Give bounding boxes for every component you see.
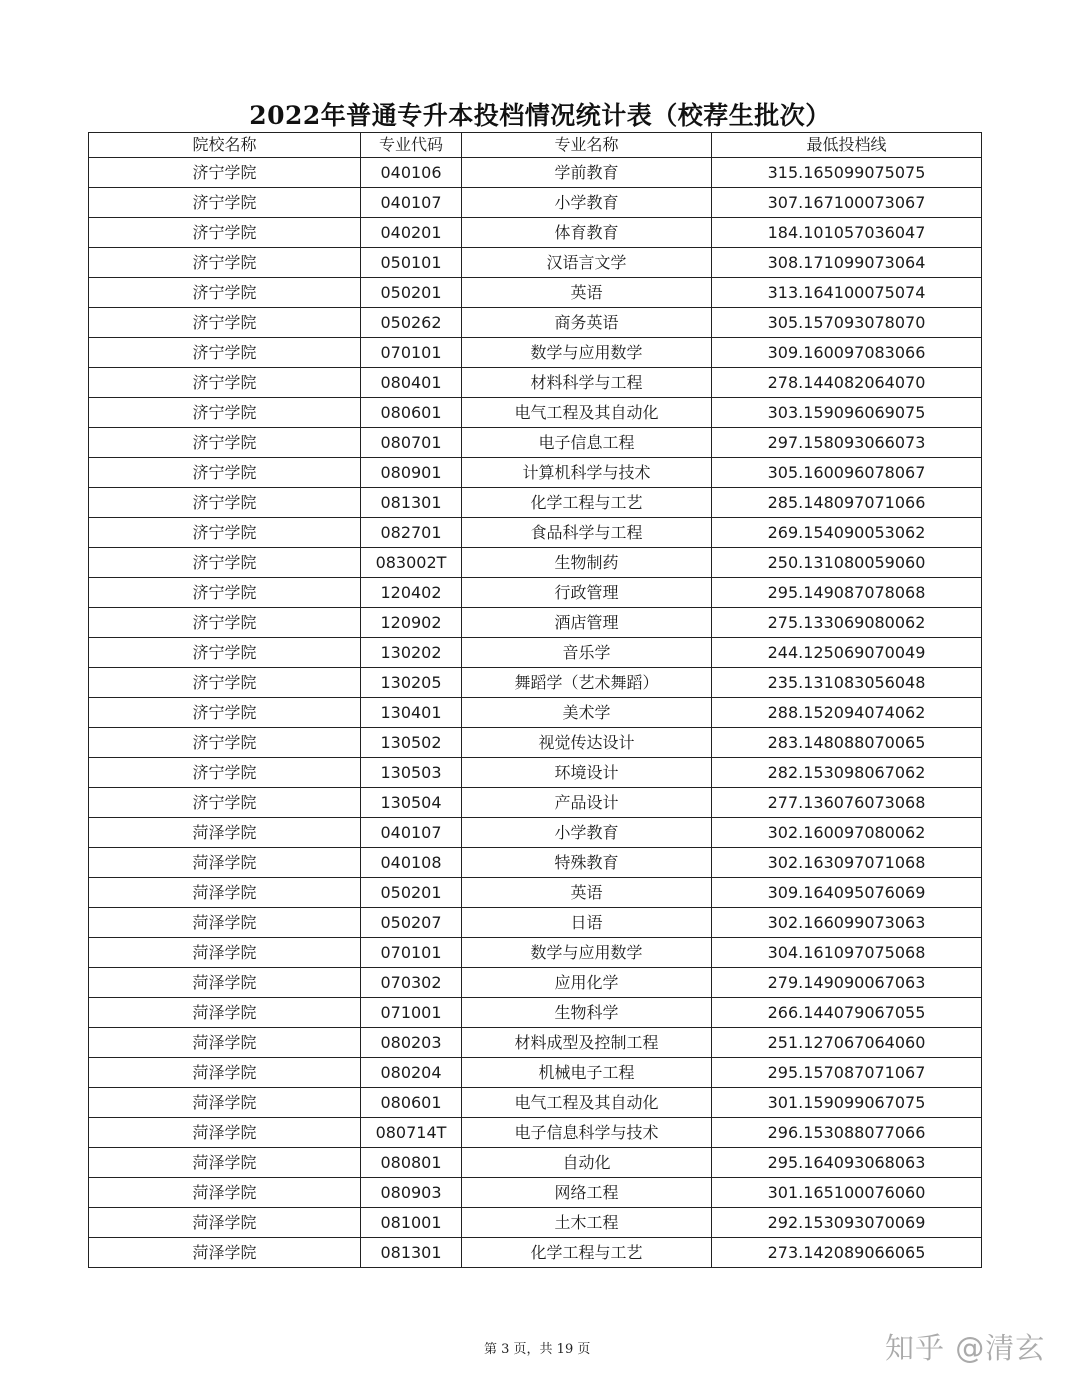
cell-school: 菏泽学院 [89, 1178, 361, 1208]
cell-major-code: 070302 [361, 968, 462, 998]
cell-major-code: 070101 [361, 338, 462, 368]
cell-major-name: 日语 [462, 908, 712, 938]
cell-school: 济宁学院 [89, 488, 361, 518]
table-row [89, 968, 982, 998]
cell-major-code: 040108 [361, 848, 462, 878]
header-school: 院校名称 [89, 133, 361, 158]
cell-major-code: 080903 [361, 1178, 462, 1208]
cell-min-score: 295.157087071067 [712, 1058, 982, 1088]
cell-major-name: 汉语言文学 [462, 248, 712, 278]
cell-major-code: 080714T [361, 1118, 462, 1148]
cell-major-code: 050101 [361, 248, 462, 278]
cell-min-score: 292.153093070069 [712, 1208, 982, 1238]
table-row [89, 278, 982, 308]
cell-min-score: 302.166099073063 [712, 908, 982, 938]
cell-major-code: 040107 [361, 188, 462, 218]
cell-major-name: 机械电子工程 [462, 1058, 712, 1088]
cell-major-name: 土木工程 [462, 1208, 712, 1238]
cell-major-code: 082701 [361, 518, 462, 548]
cell-min-score: 250.131080059060 [712, 548, 982, 578]
cell-school: 菏泽学院 [89, 1088, 361, 1118]
table-row [89, 1088, 982, 1118]
header-min-score: 最低投档线 [712, 133, 982, 158]
cell-school: 菏泽学院 [89, 848, 361, 878]
cell-min-score: 269.154090053062 [712, 518, 982, 548]
table-row [89, 878, 982, 908]
cell-min-score: 266.144079067055 [712, 998, 982, 1028]
table-row [89, 458, 982, 488]
cell-major-code: 130504 [361, 788, 462, 818]
cell-school: 济宁学院 [89, 338, 361, 368]
table-header-row [89, 133, 982, 158]
table-row [89, 1058, 982, 1088]
cell-min-score: 288.152094074062 [712, 698, 982, 728]
cell-major-name: 材料科学与工程 [462, 368, 712, 398]
cell-school: 济宁学院 [89, 428, 361, 458]
cell-major-code: 130202 [361, 638, 462, 668]
table-row [89, 1178, 982, 1208]
table-row [89, 1118, 982, 1148]
table-row [89, 308, 982, 338]
cell-major-name: 学前教育 [462, 158, 712, 188]
table-row [89, 638, 982, 668]
table-row [89, 908, 982, 938]
cell-major-name: 小学教育 [462, 188, 712, 218]
table-row [89, 998, 982, 1028]
cell-min-score: 251.127067064060 [712, 1028, 982, 1058]
cell-major-name: 特殊教育 [462, 848, 712, 878]
cell-major-name: 数学与应用数学 [462, 938, 712, 968]
cell-school: 菏泽学院 [89, 1238, 361, 1268]
cell-major-code: 050201 [361, 278, 462, 308]
table-row [89, 188, 982, 218]
cell-major-name: 食品科学与工程 [462, 518, 712, 548]
table-row [89, 608, 982, 638]
cell-school: 济宁学院 [89, 308, 361, 338]
cell-major-name: 电气工程及其自动化 [462, 1088, 712, 1118]
table-row [89, 338, 982, 368]
cell-major-name: 视觉传达设计 [462, 728, 712, 758]
cell-major-name: 生物制药 [462, 548, 712, 578]
cell-major-code: 050262 [361, 308, 462, 338]
cell-min-score: 295.164093068063 [712, 1148, 982, 1178]
cell-min-score: 296.153088077066 [712, 1118, 982, 1148]
cell-school: 菏泽学院 [89, 1148, 361, 1178]
table-row [89, 428, 982, 458]
cell-min-score: 297.158093066073 [712, 428, 982, 458]
cell-school: 济宁学院 [89, 788, 361, 818]
cell-major-name: 化学工程与工艺 [462, 488, 712, 518]
cell-major-name: 生物科学 [462, 998, 712, 1028]
cell-min-score: 308.171099073064 [712, 248, 982, 278]
cell-major-name: 体育教育 [462, 218, 712, 248]
cell-min-score: 235.131083056048 [712, 668, 982, 698]
cell-min-score: 302.160097080062 [712, 818, 982, 848]
cell-min-score: 244.125069070049 [712, 638, 982, 668]
table-row [89, 818, 982, 848]
table-row [89, 578, 982, 608]
cell-major-name: 电气工程及其自动化 [462, 398, 712, 428]
cell-min-score: 315.165099075075 [712, 158, 982, 188]
cell-major-name: 商务英语 [462, 308, 712, 338]
cell-min-score: 302.163097071068 [712, 848, 982, 878]
table-row [89, 548, 982, 578]
cell-school: 济宁学院 [89, 698, 361, 728]
cell-min-score: 282.153098067062 [712, 758, 982, 788]
cell-min-score: 278.144082064070 [712, 368, 982, 398]
cell-school: 菏泽学院 [89, 1058, 361, 1088]
cell-school: 济宁学院 [89, 638, 361, 668]
cell-major-code: 080203 [361, 1028, 462, 1058]
cell-school: 菏泽学院 [89, 938, 361, 968]
table-row [89, 368, 982, 398]
cell-major-code: 080601 [361, 1088, 462, 1118]
cell-min-score: 309.164095076069 [712, 878, 982, 908]
cell-school: 菏泽学院 [89, 1028, 361, 1058]
table-row [89, 218, 982, 248]
cell-major-code: 050207 [361, 908, 462, 938]
table-row [89, 758, 982, 788]
table-row [89, 1238, 982, 1268]
cell-major-name: 英语 [462, 878, 712, 908]
document-title: 2022年普通专升本投档情况统计表（校荐生批次） [249, 101, 831, 130]
cell-major-code: 130401 [361, 698, 462, 728]
table-row [89, 788, 982, 818]
cell-major-name: 应用化学 [462, 968, 712, 998]
cell-major-name: 产品设计 [462, 788, 712, 818]
cell-school: 济宁学院 [89, 548, 361, 578]
cell-major-code: 080801 [361, 1148, 462, 1178]
cell-school: 济宁学院 [89, 398, 361, 428]
cell-min-score: 277.136076073068 [712, 788, 982, 818]
cell-major-code: 071001 [361, 998, 462, 1028]
cell-min-score: 295.149087078068 [712, 578, 982, 608]
cell-major-code: 080204 [361, 1058, 462, 1088]
cell-major-name: 材料成型及控制工程 [462, 1028, 712, 1058]
cell-school: 济宁学院 [89, 458, 361, 488]
cell-school: 济宁学院 [89, 668, 361, 698]
cell-school: 济宁学院 [89, 158, 361, 188]
cell-major-code: 130503 [361, 758, 462, 788]
cell-min-score: 303.159096069075 [712, 398, 982, 428]
cell-min-score: 279.149090067063 [712, 968, 982, 998]
cell-school: 菏泽学院 [89, 998, 361, 1028]
cell-min-score: 307.167100073067 [712, 188, 982, 218]
cell-min-score: 285.148097071066 [712, 488, 982, 518]
table-row [89, 728, 982, 758]
table-row [89, 1148, 982, 1178]
cell-min-score: 184.101057036047 [712, 218, 982, 248]
cell-major-code: 050201 [361, 878, 462, 908]
table-row [89, 518, 982, 548]
cell-major-name: 化学工程与工艺 [462, 1238, 712, 1268]
cell-major-name: 电子信息科学与技术 [462, 1118, 712, 1148]
cell-school: 济宁学院 [89, 218, 361, 248]
cell-major-code: 040107 [361, 818, 462, 848]
cell-major-code: 080601 [361, 398, 462, 428]
cell-major-name: 酒店管理 [462, 608, 712, 638]
cell-major-name: 自动化 [462, 1148, 712, 1178]
cell-major-code: 081001 [361, 1208, 462, 1238]
cell-major-name: 环境设计 [462, 758, 712, 788]
table-row [89, 668, 982, 698]
cell-major-name: 电子信息工程 [462, 428, 712, 458]
cell-major-name: 美术学 [462, 698, 712, 728]
header-major-code: 专业代码 [361, 133, 462, 158]
admission-table [88, 132, 982, 1268]
table-row [89, 1028, 982, 1058]
cell-major-code: 081301 [361, 488, 462, 518]
cell-major-code: 120402 [361, 578, 462, 608]
cell-school: 济宁学院 [89, 758, 361, 788]
cell-school: 济宁学院 [89, 188, 361, 218]
cell-major-name: 舞蹈学（艺术舞蹈） [462, 668, 712, 698]
cell-min-score: 301.159099067075 [712, 1088, 982, 1118]
cell-major-name: 计算机科学与技术 [462, 458, 712, 488]
cell-major-code: 040106 [361, 158, 462, 188]
cell-major-code: 080701 [361, 428, 462, 458]
cell-major-code: 130205 [361, 668, 462, 698]
cell-min-score: 283.148088070065 [712, 728, 982, 758]
cell-min-score: 273.142089066065 [712, 1238, 982, 1268]
cell-school: 菏泽学院 [89, 878, 361, 908]
cell-school: 菏泽学院 [89, 968, 361, 998]
cell-major-name: 数学与应用数学 [462, 338, 712, 368]
cell-min-score: 301.165100076060 [712, 1178, 982, 1208]
cell-min-score: 304.161097075068 [712, 938, 982, 968]
cell-major-code: 081301 [361, 1238, 462, 1268]
cell-school: 济宁学院 [89, 728, 361, 758]
cell-major-name: 网络工程 [462, 1178, 712, 1208]
table-row [89, 698, 982, 728]
cell-major-code: 083002T [361, 548, 462, 578]
cell-school: 菏泽学院 [89, 1208, 361, 1238]
table-row [89, 248, 982, 278]
cell-major-name: 行政管理 [462, 578, 712, 608]
table-row [89, 488, 982, 518]
cell-min-score: 313.164100075074 [712, 278, 982, 308]
watermark: 知乎 @清玄 [885, 1331, 1046, 1365]
cell-major-name: 小学教育 [462, 818, 712, 848]
table-row [89, 1208, 982, 1238]
cell-min-score: 305.157093078070 [712, 308, 982, 338]
cell-school: 菏泽学院 [89, 1118, 361, 1148]
cell-major-code: 080901 [361, 458, 462, 488]
cell-major-code: 130502 [361, 728, 462, 758]
table-row [89, 938, 982, 968]
cell-min-score: 309.160097083066 [712, 338, 982, 368]
page-number: 第 3 页，共 19 页 [484, 1342, 591, 1357]
cell-school: 菏泽学院 [89, 818, 361, 848]
cell-major-name: 音乐学 [462, 638, 712, 668]
cell-school: 济宁学院 [89, 368, 361, 398]
cell-school: 济宁学院 [89, 518, 361, 548]
cell-major-code: 120902 [361, 608, 462, 638]
header-major-name: 专业名称 [462, 133, 712, 158]
cell-major-code: 080401 [361, 368, 462, 398]
cell-min-score: 305.160096078067 [712, 458, 982, 488]
cell-major-name: 英语 [462, 278, 712, 308]
cell-school: 济宁学院 [89, 608, 361, 638]
cell-school: 济宁学院 [89, 278, 361, 308]
table-row [89, 848, 982, 878]
cell-school: 济宁学院 [89, 578, 361, 608]
cell-min-score: 275.133069080062 [712, 608, 982, 638]
cell-school: 菏泽学院 [89, 908, 361, 938]
cell-major-code: 070101 [361, 938, 462, 968]
table-row [89, 158, 982, 188]
cell-major-code: 040201 [361, 218, 462, 248]
table-row [89, 398, 982, 428]
cell-school: 济宁学院 [89, 248, 361, 278]
